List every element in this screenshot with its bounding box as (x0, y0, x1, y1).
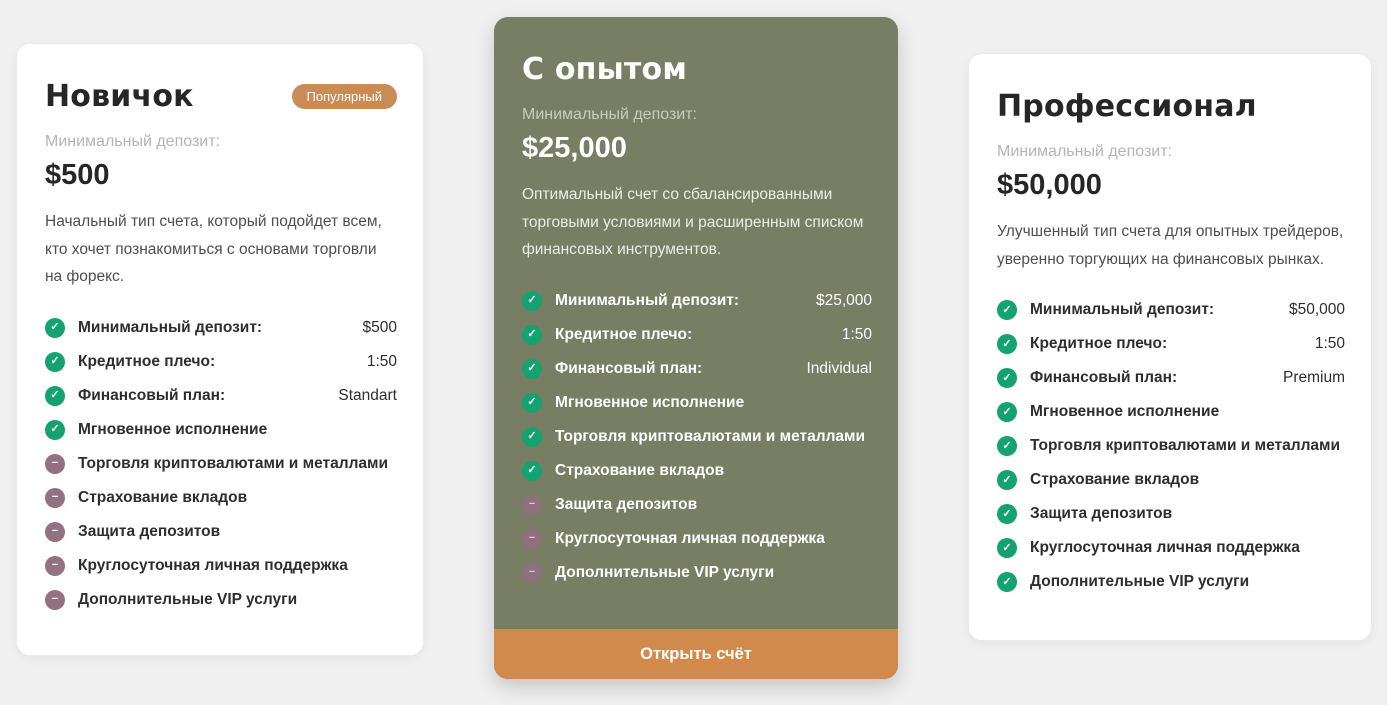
plan-title: С опытом (522, 52, 688, 87)
feature-label: Кредитное плечо: (78, 352, 216, 370)
feature-row (997, 300, 1345, 320)
check-icon: ✓ (997, 470, 1017, 490)
plan-card-professional (968, 53, 1372, 641)
feature-list (45, 318, 397, 610)
feature-value: Premium (1282, 369, 1345, 387)
feature-label: Финансовый план: (78, 386, 226, 404)
minus-icon: − (45, 556, 65, 576)
minus-icon: − (522, 529, 542, 549)
plan-description: Оптимальный счет со сбалансированными торговыми условиями и расширенным списком финансовых инструментов. (522, 186, 864, 259)
feature-value: 1:50 (1314, 335, 1345, 353)
deposit-value: $500 (45, 159, 110, 191)
plan-title: Профессионал (997, 89, 1257, 124)
card-header (997, 90, 1345, 123)
feature-label: Финансовый план: (1030, 369, 1178, 387)
feature-row (522, 563, 872, 583)
feature-row (45, 590, 397, 610)
deposit-label: Минимальный депозит: (997, 143, 1172, 160)
popular-badge: Популярный (292, 84, 397, 109)
feature-label: Дополнительные VIP услуги (555, 563, 775, 581)
feature-row (997, 504, 1345, 524)
check-icon: ✓ (45, 386, 65, 406)
feature-label: Защита депозитов (1030, 505, 1173, 523)
feature-row (45, 420, 397, 440)
feature-value: $25,000 (815, 291, 872, 309)
feature-row (522, 495, 872, 515)
feature-label: Торговля криптовалютами и металлами (78, 454, 389, 472)
feature-row (522, 529, 872, 549)
feature-row (997, 368, 1345, 388)
feature-row (45, 488, 397, 508)
feature-label: Торговля криптовалютами и металлами (1030, 437, 1341, 455)
feature-row (522, 325, 872, 345)
check-icon: ✓ (997, 538, 1017, 558)
feature-label: Страхование вкладов (555, 461, 725, 479)
feature-row (45, 454, 397, 474)
plan-description: Начальный тип счета, который подойдет всем, кто хочет познакомиться с основами торговли на форекс. (45, 213, 382, 286)
feature-label: Финансовый план: (555, 359, 703, 377)
feature-label: Мгновенное исполнение (78, 420, 268, 438)
feature-row (997, 436, 1345, 456)
feature-list (522, 291, 872, 583)
plan-card-novice (16, 43, 424, 656)
feature-label: Мгновенное исполнение (555, 393, 745, 411)
check-icon: ✓ (997, 334, 1017, 354)
plan-title: Новичок (45, 79, 194, 114)
feature-label: Кредитное плечо: (1030, 335, 1168, 353)
check-icon: ✓ (522, 393, 542, 413)
check-icon: ✓ (997, 402, 1017, 422)
feature-label: Минимальный депозит: (1030, 301, 1215, 319)
minus-icon: − (45, 454, 65, 474)
feature-row (997, 334, 1345, 354)
feature-value: $50,000 (1288, 301, 1345, 319)
feature-label: Защита депозитов (555, 495, 698, 513)
feature-row (45, 318, 397, 338)
feature-value: 1:50 (366, 352, 397, 370)
check-icon: ✓ (45, 420, 65, 440)
minus-icon: − (45, 590, 65, 610)
feature-row (997, 470, 1345, 490)
feature-row (45, 352, 397, 372)
feature-value: Standart (338, 386, 397, 404)
check-icon: ✓ (997, 504, 1017, 524)
feature-label: Страхование вкладов (1030, 471, 1200, 489)
check-icon: ✓ (45, 318, 65, 338)
feature-row (522, 359, 872, 379)
check-icon: ✓ (522, 291, 542, 311)
open-account-button[interactable]: Открыть счёт (494, 629, 898, 679)
feature-label: Защита депозитов (78, 522, 221, 540)
feature-label: Кредитное плечо: (555, 325, 693, 343)
feature-label: Дополнительные VIP услуги (1030, 573, 1250, 591)
deposit-label: Минимальный депозит: (45, 133, 220, 150)
feature-row (45, 556, 397, 576)
minus-icon: − (45, 522, 65, 542)
deposit-value: $25,000 (522, 132, 627, 164)
feature-row (522, 461, 872, 481)
feature-row (45, 522, 397, 542)
feature-label: Мгновенное исполнение (1030, 403, 1220, 421)
feature-label: Минимальный депозит: (78, 318, 263, 336)
feature-label: Страхование вкладов (78, 488, 248, 506)
feature-label: Круглосуточная личная поддержка (555, 529, 825, 547)
feature-label: Круглосуточная личная поддержка (1030, 539, 1300, 557)
check-icon: ✓ (522, 427, 542, 447)
feature-label: Торговля криптовалютами и металлами (555, 427, 866, 445)
check-icon: ✓ (522, 359, 542, 379)
plan-description: Улучшенный тип счета для опытных трейдеров, уверенно торгующих на финансовых рынках. (997, 223, 1344, 268)
feature-row (522, 393, 872, 413)
feature-value: 1:50 (841, 325, 872, 343)
plan-card-experienced (494, 17, 898, 679)
check-icon: ✓ (45, 352, 65, 372)
check-icon: ✓ (997, 300, 1017, 320)
feature-list (997, 300, 1345, 592)
deposit-label: Минимальный депозит: (522, 106, 697, 123)
check-icon: ✓ (522, 461, 542, 481)
feature-row (45, 386, 397, 406)
check-icon: ✓ (997, 436, 1017, 456)
feature-row (997, 572, 1345, 592)
check-icon: ✓ (997, 572, 1017, 592)
feature-value: Individual (806, 359, 872, 377)
check-icon: ✓ (997, 368, 1017, 388)
check-icon: ✓ (522, 325, 542, 345)
feature-label: Минимальный депозит: (555, 291, 740, 309)
feature-label: Круглосуточная личная поддержка (78, 556, 348, 574)
feature-value: $500 (362, 318, 397, 336)
feature-row (522, 291, 872, 311)
minus-icon: − (522, 563, 542, 583)
deposit-value: $50,000 (997, 169, 1102, 201)
card-header (45, 80, 397, 113)
feature-label: Дополнительные VIP услуги (78, 590, 298, 608)
feature-row (997, 538, 1345, 558)
feature-row (522, 427, 872, 447)
minus-icon: − (45, 488, 65, 508)
card-header (522, 53, 872, 86)
minus-icon: − (522, 495, 542, 515)
feature-row (997, 402, 1345, 422)
